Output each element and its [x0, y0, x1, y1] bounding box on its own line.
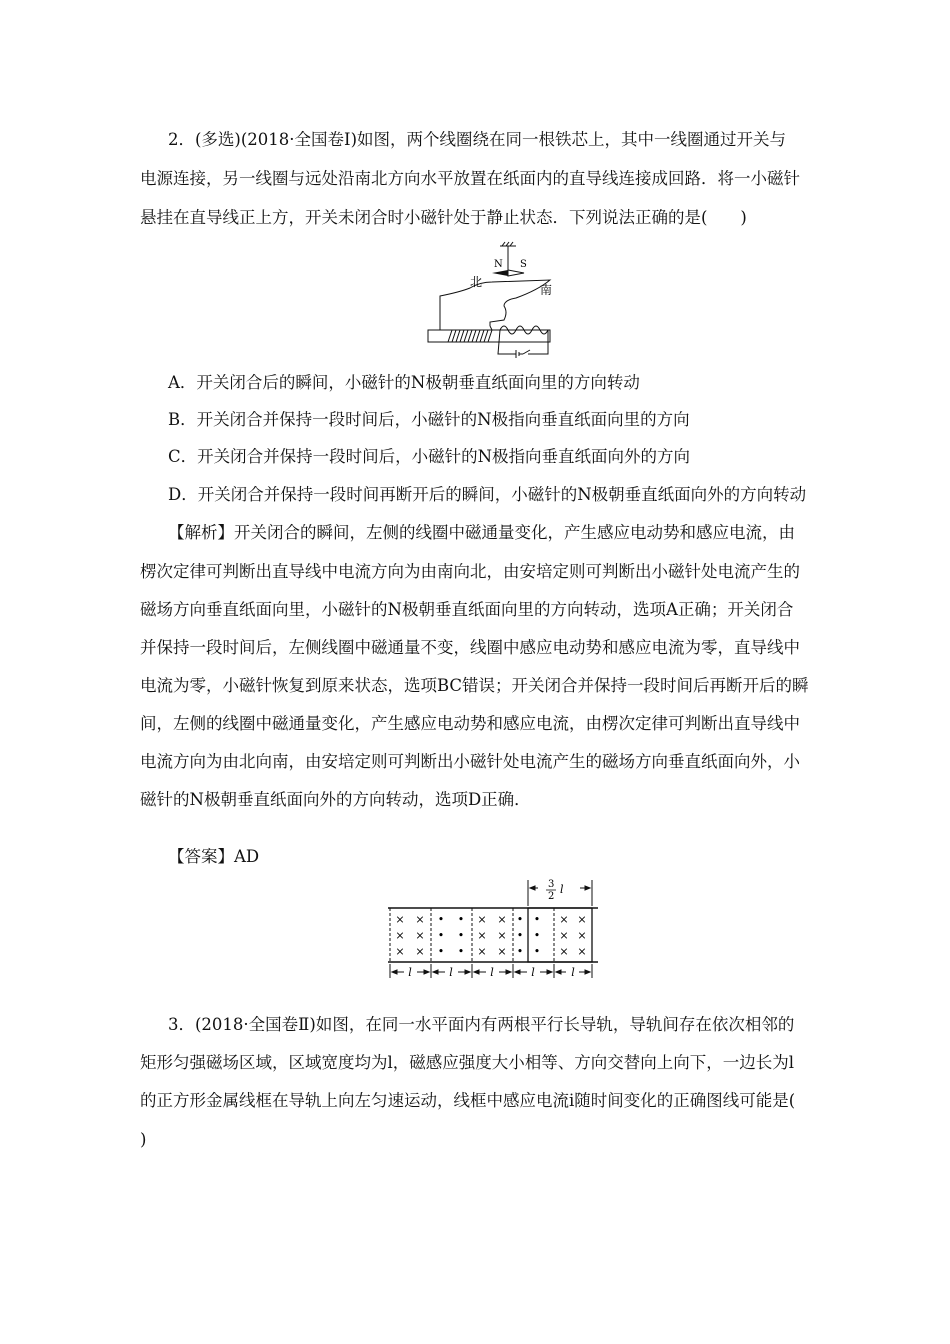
- q2-analysis-line-2: 楞次定律可判断出直导线中电流方向为由南向北，由安培定则可判断出小磁针处电流产生的: [140, 562, 800, 581]
- q3-field-cross: ×: [415, 929, 425, 942]
- q3-field-cross: ×: [577, 929, 587, 942]
- straight-wire: [440, 280, 553, 326]
- q2-analysis-line-8: 磁针的N极朝垂直纸面向外的方向转动，选项D正确．: [140, 790, 531, 809]
- q3-field-dot: •: [437, 913, 445, 926]
- q3-field-dot: •: [457, 913, 465, 926]
- q3-field-figure: [380, 876, 600, 986]
- q3-field-cross: ×: [559, 929, 569, 942]
- battery-switch: [516, 350, 530, 358]
- q2-circuit-figure: [420, 240, 560, 360]
- q2-answer: 【答案】AD: [168, 847, 260, 866]
- q3-stem-line-4: ): [140, 1130, 147, 1149]
- q2-analysis-line-7: 电流方向为由北向南，由安培定则可判断出小磁针处电流产生的磁场方向垂直纸面向外，小: [140, 752, 800, 771]
- q3-width-label: l: [531, 966, 535, 979]
- q3-stem-line-2: 矩形匀强磁场区域，区域宽度均为l，磁感应强度大小相等、方向交替向上向下，一边长为l: [140, 1053, 795, 1072]
- compass-needle: [492, 270, 524, 276]
- q2-stem-line-3: 悬挂在直导线正上方，开关未闭合时小磁针处于静止状态．下列说法正确的是( ): [140, 208, 747, 227]
- q2-stem-line-1: 2．(多选)(2018·全国卷Ⅰ)如图，两个线圈绕在同一根铁芯上，其中一线圈通过开关与: [168, 130, 787, 149]
- q3-field-cross: ×: [577, 913, 587, 926]
- q2-analysis-line-1: 【解析】开关闭合的瞬间，左侧的线圈中磁通量变化，产生感应电动势和感应电流，由: [168, 523, 795, 542]
- q2-option-b: B．开关闭合并保持一段时间后，小磁针的N极指向垂直纸面向里的方向: [168, 410, 690, 429]
- q2-option-c: C．开关闭合并保持一段时间后，小磁针的N极指向垂直纸面向外的方向: [168, 447, 691, 466]
- south-label: 南: [540, 283, 553, 297]
- q3-field-cross: ×: [497, 929, 507, 942]
- q3-field-cross: ×: [395, 913, 405, 926]
- q3-width-label: l: [571, 966, 575, 979]
- q3-field-cross: ×: [415, 913, 425, 926]
- q2-option-a: A．开关闭合后的瞬间，小磁针的N极朝垂直纸面向里的方向转动: [168, 373, 640, 392]
- q3-field-cross: ×: [415, 945, 425, 958]
- q3-field-symbols: [395, 913, 586, 958]
- left-coil: [440, 310, 492, 342]
- q3-field-cross: ×: [497, 913, 507, 926]
- q3-field-cross: ×: [577, 945, 587, 958]
- q3-top-label-den: 2: [548, 891, 555, 902]
- q3-field-cross: ×: [477, 913, 487, 926]
- q2-analysis-line-5: 电流为零，小磁针恢复到原来状态，选项BC错误；开关闭合并保持一段时间后再断开后的瞬: [140, 676, 809, 695]
- north-label: 北: [470, 275, 483, 289]
- q3-field-dot: •: [516, 945, 524, 958]
- q3-field-cross: ×: [559, 945, 569, 958]
- q3-field-dot: •: [457, 945, 465, 958]
- q3-field-cross: ×: [395, 929, 405, 942]
- q3-field-cross: ×: [477, 945, 487, 958]
- q3-field-dot: •: [437, 929, 445, 942]
- q2-analysis-line-6: 间，左侧的线圈中磁通量变化，产生感应电动势和感应电流，由楞次定律可判断出直导线中: [140, 714, 800, 733]
- q3-stem-line-1: 3．(2018·全国卷Ⅱ)如图，在同一水平面内有两根平行长导轨，导轨间存在依次相邻的: [168, 1015, 795, 1034]
- q3-field-dot: •: [457, 929, 465, 942]
- q3-field-cross: ×: [395, 945, 405, 958]
- q3-field-dot: •: [516, 913, 524, 926]
- q3-field-cross: ×: [497, 945, 507, 958]
- q3-width-label: l: [408, 966, 412, 979]
- needle-n-label: N: [494, 259, 503, 270]
- q3-top-label-num: 3: [548, 879, 555, 890]
- q3-field-cross: ×: [559, 913, 569, 926]
- q2-analysis-line-3: 磁场方向垂直纸面向里，小磁针的N极朝垂直纸面向里的方向转动，选项A正确；开关闭合: [140, 600, 794, 619]
- q2-analysis-line-4: 并保持一段时间后，左侧线圈中磁通量不变，线圈中感应电动势和感应电流为零，直导线中: [140, 638, 800, 657]
- q3-field-dot: •: [516, 929, 524, 942]
- q3-field-cross: ×: [477, 929, 487, 942]
- q3-width-label: l: [449, 966, 453, 979]
- q3-top-label-var: l: [560, 883, 564, 896]
- q3-field-dot: •: [533, 913, 541, 926]
- q3-stem-line-3: 的正方形金属线框在导轨上向左匀速运动，线框中感应电流i随时间变化的正确图线可能是(: [140, 1091, 796, 1110]
- q3-field-dot: •: [533, 945, 541, 958]
- q3-field-dot: •: [533, 929, 541, 942]
- needle-s-label: S: [520, 259, 527, 270]
- q2-option-d: D．开关闭合并保持一段时间再断开后的瞬间，小磁针的N极朝垂直纸面向外的方向转动: [168, 485, 807, 504]
- q2-stem-line-2: 电源连接，另一线圈与远处沿南北方向水平放置在纸面内的直导线连接成回路．将一小磁针: [140, 169, 800, 188]
- q3-width-label: l: [490, 966, 494, 979]
- q3-field-dot: •: [437, 945, 445, 958]
